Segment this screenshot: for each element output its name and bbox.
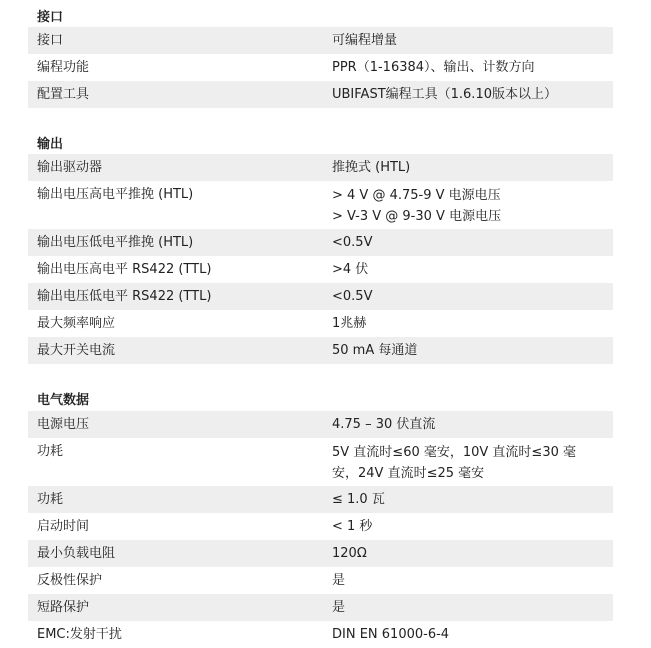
row-value-line: > 4 V @ 4.75-9 V 电源电压 [332, 188, 501, 203]
row-value: 是 [332, 600, 346, 615]
table-row [28, 54, 613, 81]
row-label: 短路保护 [37, 600, 90, 615]
row-label: 最大频率响应 [37, 316, 116, 331]
section-title-electrical: 电气数据 [37, 393, 90, 408]
table-row [28, 154, 613, 181]
row-value: PPR（1-16384）、输出、计数方向 [332, 60, 535, 75]
row-label: 配置工具 [37, 87, 90, 102]
row-label: 接口 [37, 33, 64, 48]
row-value: 可编程增量 [332, 33, 398, 48]
row-label: 输出驱动器 [37, 160, 103, 175]
row-value [332, 442, 576, 484]
row-value: 4.75 – 30 伏直流 [332, 417, 436, 432]
row-value-line: 5V 直流时≤60 毫安，10V 直流时≤30 毫 [332, 445, 576, 460]
table-row [28, 540, 613, 567]
row-value [332, 185, 501, 227]
row-value: <0.5V [332, 235, 373, 250]
row-value-line: 安，24V 直流时≤25 毫安 [332, 466, 485, 481]
row-label: 功耗 [37, 444, 64, 459]
table-row [28, 513, 613, 540]
row-value-line: > V-3 V @ 9-30 V 电源电压 [332, 209, 502, 224]
row-value: 120Ω [332, 546, 367, 561]
row-label: 编程功能 [37, 60, 90, 75]
row-label: EMC:发射干扰 [37, 627, 122, 642]
row-value: >4 伏 [332, 262, 369, 277]
row-label: 输出电压高电平推挽 (HTL) [37, 187, 194, 202]
row-value: 50 mA 每通道 [332, 343, 418, 358]
table-row [28, 181, 613, 229]
row-value: UBIFAST编程工具（1.6.10版本以上） [332, 87, 557, 102]
row-label: 启动时间 [37, 519, 90, 534]
table-row [28, 27, 613, 54]
row-value: 推挽式 (HTL) [332, 160, 411, 175]
row-value: < 1 秒 [332, 519, 373, 534]
row-label: 输出电压低电平推挽 (HTL) [37, 235, 194, 250]
table-row [28, 81, 613, 108]
row-label: 最大开关电流 [37, 343, 116, 358]
table-row [28, 310, 613, 337]
table-row [28, 229, 613, 256]
section-title-interface: 接口 [37, 10, 64, 25]
table-row [28, 337, 613, 364]
row-value: <0.5V [332, 289, 373, 304]
row-value: DIN EN 61000-6-4 [332, 627, 450, 642]
row-label: 输出电压高电平 RS422 (TTL) [37, 262, 212, 277]
table-row [28, 411, 613, 438]
row-label: 反极性保护 [37, 573, 103, 588]
row-label: 最小负载电阻 [37, 546, 116, 561]
row-value: 是 [332, 573, 346, 588]
row-label: 功耗 [37, 492, 64, 507]
table-row [28, 486, 613, 513]
table-row [28, 283, 613, 310]
table-row [28, 621, 613, 647]
table-row [28, 256, 613, 283]
row-value: ≤ 1.0 瓦 [332, 492, 385, 507]
section-title-output: 输出 [37, 137, 64, 152]
table-row [28, 594, 613, 621]
row-label: 输出电压低电平 RS422 (TTL) [37, 289, 212, 304]
table-row [28, 438, 613, 486]
table-row [28, 567, 613, 594]
row-value: 1兆赫 [332, 316, 367, 331]
row-label: 电源电压 [37, 417, 90, 432]
